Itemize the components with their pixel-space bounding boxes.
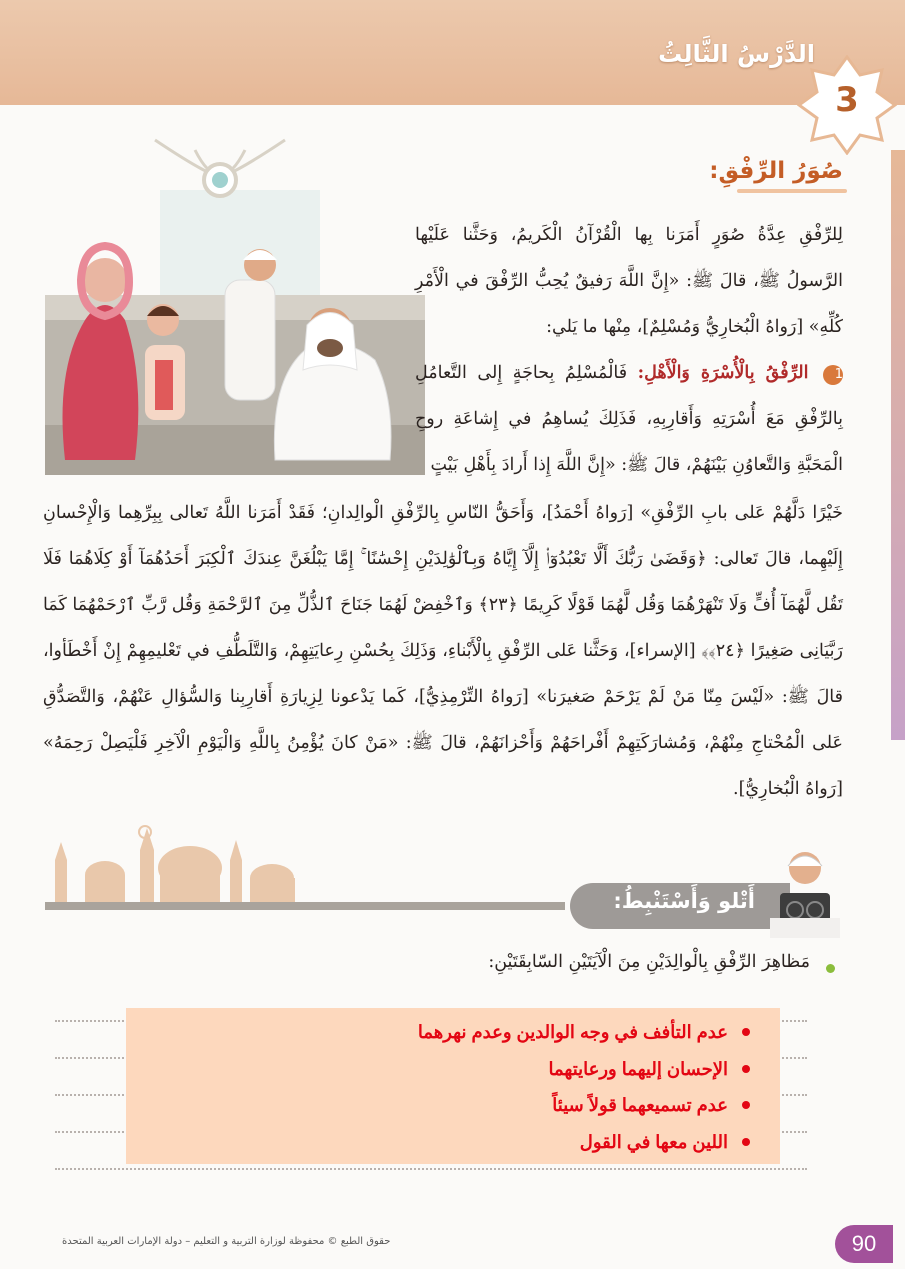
point-text-top: فَالْمُسْلِمُ بِحاجَةٍ إِلى التَّعامُلِ بِالرِّفْقِ مَعَ أُسْرَتِهِ وَأَقارِبِهِ، فَذَلِكَ يُساهِمُ في إِشاعَةِ روحِ الْمَحَبَّةِ وَالتَّعاوُنِ بَيْنَهُمْ، قالَ ﷺ: «إِنَّ اللَّهَ إِذا أَرادَ بِأَهْلِ بَيْتٍ — [415, 363, 843, 475]
answer-line[interactable] — [55, 1168, 807, 1170]
lesson-title: الدَّرْسُ الثَّالِثُ — [658, 40, 815, 68]
answer-item: عدم التأفف في وجه الوالدين وعدم نهرهما — [126, 1014, 750, 1051]
right-accent-bar — [891, 150, 905, 740]
copyright-notice: حقوق الطبع © محفوظة لوزارة التربية و التعليم – دولة الإمارات العربية المتحدة — [62, 1236, 391, 1247]
point-number-badge: 1 — [823, 365, 843, 385]
intro-paragraph — [415, 212, 843, 488]
point-text-full: خَيْرًا دَلَّهُمْ عَلى بابِ الرِّفْقِ» [رَواهُ أَحْمَدُ]، وَأَحَقُّ النّاسِ بِالرِّفْقِ الْوالِدانِ؛ فَقَدْ أَمَرَنا اللَّهُ تَعالى بِبِرِّهِما وَالْإِحْسانِ إِلَيْهِما، قالَ تَعالى: ﴿وَقَضَىٰ رَبُّكَ أَلَّا تَعْبُدُوٓا۟ إِلَّآ إِيَّاهُ وَبِٱلْوَٰلِدَيْنِ إِحْسَٰنًا ۚ إِمَّا يَبْلُغَنَّ عِندَكَ ٱلْكِبَرَ أَحَدُهُمَآ أَوْ كِلَاهُمَا فَلَا تَقُل لَّهُمَآ أُفٍّ وَلَا تَنْهَرْهُمَا وَقُل لَّهُمَا قَوْلًا كَرِيمًا ﴿٢٣﴾ وَٱخْفِضْ لَهُمَا جَنَاحَ ٱلذُّلِّ مِنَ ٱلرَّحْمَةِ وَقُل رَّبِّ ٱرْحَمْهُمَا كَمَا رَبَّيَانِى صَغِيرًا ﴿٢٤﴾﴾ [الإسراء]، وَحَثَّنا عَلى الرِّفْقِ بِالْأَبْناءِ، وَذَلِكَ بِحُسْنِ رِعايَتِهِمْ، وَالتَّلَطُّفِ في تَعْليمِهِمْ إِنْ أَخْطَأوا، قالَ ﷺ: «لَيْسَ مِنّا مَنْ لَمْ يَرْحَمْ صَغيرَنا» [رَواهُ التِّرْمِذِيُّ]، كَما يَدْعونا لِزِيارَةِ أَقارِبِنا وَالسُّؤالِ عَنْهُمْ، وَالتَّصَدُّقِ عَلى الْمُحْتاجِ مِنْهُمْ، وَمُشارَكَتِهِمْ أَفْراحَهُمْ وَأَحْزانَهُمْ، قالَ ﷺ: «مَنْ كانَ يُؤْمِنُ بِاللَّهِ وَالْيَوْمِ الْآخِرِ فَلْيَصِلْ رَحِمَهُ» [رَواهُ الْبُخارِيُّ]. — [43, 503, 843, 799]
mosque-skyline-decoration — [45, 820, 565, 910]
answer-item: اللين معها في القول — [126, 1124, 750, 1161]
page-number-badge: 90 — [835, 1225, 893, 1263]
answer-list — [126, 1008, 780, 1160]
section-heading: صُوَرُ الرِّفْقِ: — [709, 158, 843, 184]
activity-question: مَظاهِرَ الرِّفْقِ بِالْوالِدَيْنِ مِنَ الْآيَتَيْنِ السّابِقَتَيْنِ: — [488, 952, 810, 972]
heading-underline — [737, 189, 847, 193]
point-paragraph-full — [43, 490, 843, 812]
lesson-number: 3 — [835, 80, 859, 120]
intro-text: لِلرِّفْقِ عِدَّةُ صُوَرٍ أَمَرَنا بِها الْقُرْآنُ الْكَريمُ، وَحَثَّنا عَلَيْها الرَّسولُ ﷺ، قالَ ﷺ: «إِنَّ اللَّهَ رَفيقٌ يُحِبُّ الرِّفْقَ في الْأَمْرِ كُلِّهِ» [رَواهُ الْبُخارِيُّ وَمُسْلِمٌ]، مِنْها ما يَلي: — [415, 225, 843, 337]
boy-reading-illustration — [760, 838, 850, 938]
activity-label: أَتْلو وَأَسْتَنْبِطُ: — [613, 889, 755, 913]
answer-item: عدم تسميعهما قولاً سيئاً — [126, 1087, 750, 1124]
point-title: الرِّفْقُ بِالْأُسْرَةِ وَالْأَهْلِ: — [637, 363, 809, 383]
question-bullet — [826, 964, 835, 973]
answer-box — [126, 1008, 780, 1164]
answer-item: الإحسان إليهما ورعايتهما — [126, 1051, 750, 1088]
family-illustration — [45, 120, 425, 475]
